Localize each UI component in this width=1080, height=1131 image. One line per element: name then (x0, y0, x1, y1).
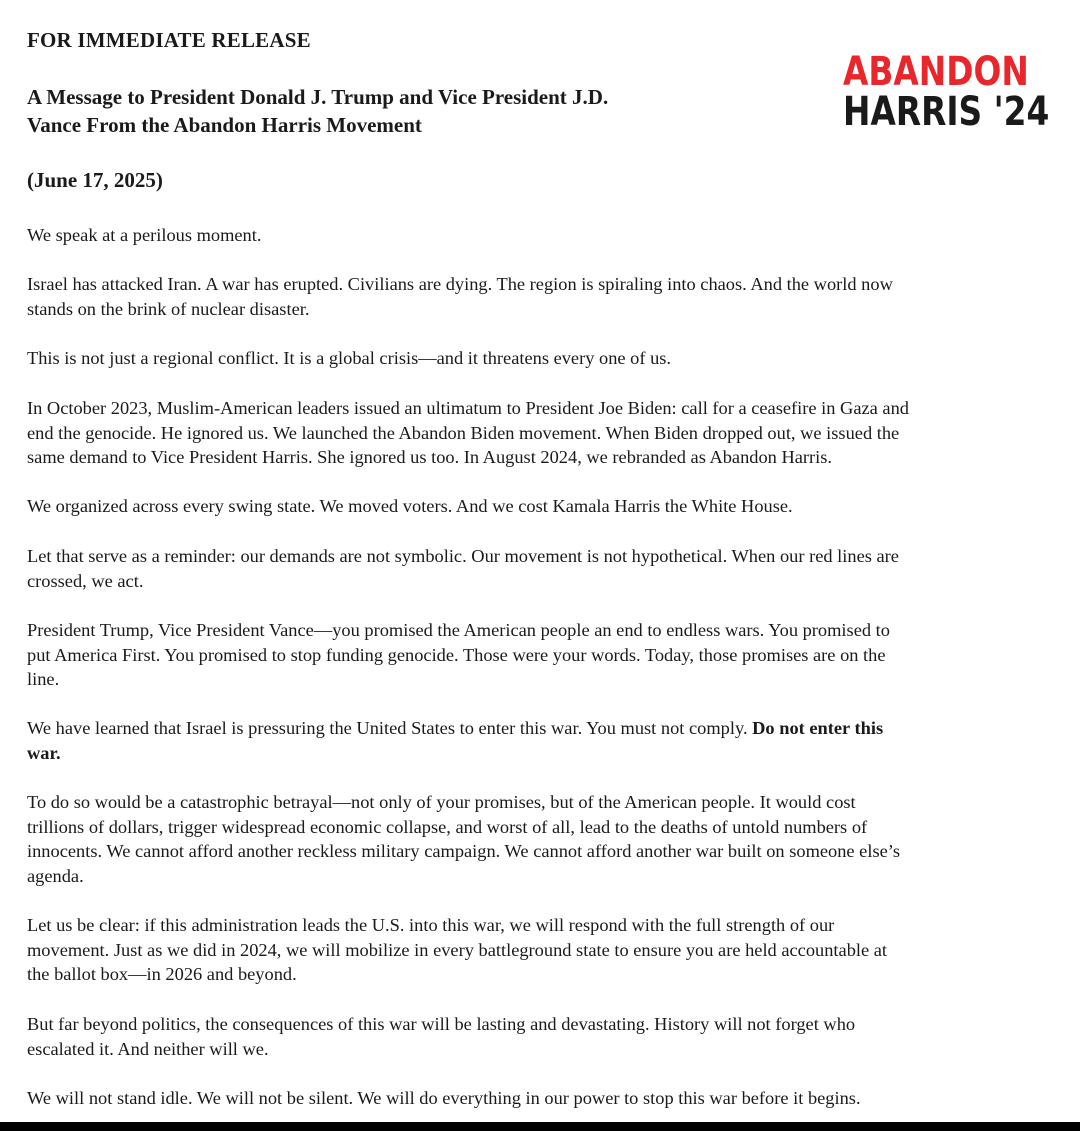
text-line: put America First. You promised to stop funding genocide. Those were your words. Today, those promises are on the (27, 644, 886, 665)
text-line: In October 2023, Muslim-American leaders issued an ultimatum to President Joe Biden: call for a ceasefire in Gaza and (27, 398, 909, 418)
text-line: the ballot box—in 2026 and beyond. (27, 964, 297, 984)
text-line: innocents. We cannot afford another reckless military campaign. We cannot afford another war built on someone else’s (27, 841, 901, 861)
text-line: We will not stand idle. We will not be silent. We will do everything in our power to stop this war before it begins. (27, 1088, 861, 1108)
text-line: end the genocide. He ignored us. We launched the Abandon Biden movement. When Biden dropped out, we issued the (27, 422, 900, 443)
text-line: Let that serve as a reminder: our demands are not symbolic. Our movement is not hypothetical. When our red lines are (27, 546, 899, 566)
text-line: We organized across every swing state. We moved voters. And we cost Kamala Harris the White House. (27, 496, 793, 516)
paragraph-5 (27, 494, 1059, 519)
text-line (27, 716, 1059, 741)
text-line: We speak at a perilous moment. (27, 225, 262, 245)
paragraph-3 (27, 346, 1059, 371)
release-label: FOR IMMEDIATE RELEASE (27, 28, 311, 52)
text-line: stands on the brink of nuclear disaster. (27, 298, 310, 319)
text-line: President Trump, Vice President Vance—you promised the American people an end to endless wars. You promised to (27, 620, 890, 640)
paragraph-7 (27, 618, 1059, 692)
headline (27, 83, 747, 139)
text-line: escalated it. And neither will we. (27, 1038, 269, 1059)
text-line: Israel has attacked Iran. A war has erupted. Civilians are dying. The region is spiraling into chaos. And the world now (27, 274, 893, 294)
text-line: movement. Just as we did in 2024, we will mobilize in every battleground state to ensure you are held accountable at (27, 939, 888, 960)
text-line: To do so would be a catastrophic betrayal—not only of your promises, but of the American people. It would cost (27, 792, 856, 812)
text-line: trillions of dollars, trigger widespread economic collapse, and worst of all, lead to the deaths of untold numbers of (27, 816, 868, 837)
headline-line: Vance From the Abandon Harris Movement (27, 113, 422, 137)
paragraph-9 (27, 790, 1059, 888)
emphasis-text: Do not enter this (752, 718, 884, 738)
paragraph-8 (27, 716, 1059, 765)
release-date: (June 17, 2025) (27, 168, 163, 192)
text-line: Let us be clear: if this administration leads the U.S. into this war, we will respond with the full strength of our (27, 915, 835, 935)
emphasis-text: war. (27, 742, 61, 763)
paragraph-1 (27, 223, 1059, 248)
headline-line: A Message to President Donald J. Trump and Vice President J.D. (27, 85, 609, 109)
paragraph-11 (27, 1012, 1059, 1061)
text-line: But far beyond politics, the consequences of this war will be lasting and devastating. History will not forget who (27, 1014, 856, 1034)
paragraph-4 (27, 396, 1059, 470)
paragraph-2 (27, 272, 1059, 321)
abandon-harris-logo (843, 49, 1050, 135)
text-line: line. (27, 669, 60, 689)
logo-line-harris: HARRIS '24 (843, 89, 1050, 135)
paragraph-6 (27, 544, 1059, 593)
text-line: crossed, we act. (27, 570, 144, 591)
text-line: agenda. (27, 865, 84, 886)
bottom-border (0, 1122, 1080, 1131)
text-line: This is not just a regional conflict. It is a global crisis—and it threatens every one of us. (27, 348, 672, 368)
text-line: same demand to Vice President Harris. She ignored us too. In August 2024, we rebranded as Abandon Harris. (27, 447, 833, 467)
paragraph-10 (27, 913, 1059, 987)
text-line (27, 741, 1059, 766)
plain-text: We have learned that Israel is pressuring the United States to enter this war. You must not comply. (27, 718, 753, 738)
paragraph-12 (27, 1086, 1059, 1111)
logo-line-abandon: ABANDON (843, 49, 1029, 95)
